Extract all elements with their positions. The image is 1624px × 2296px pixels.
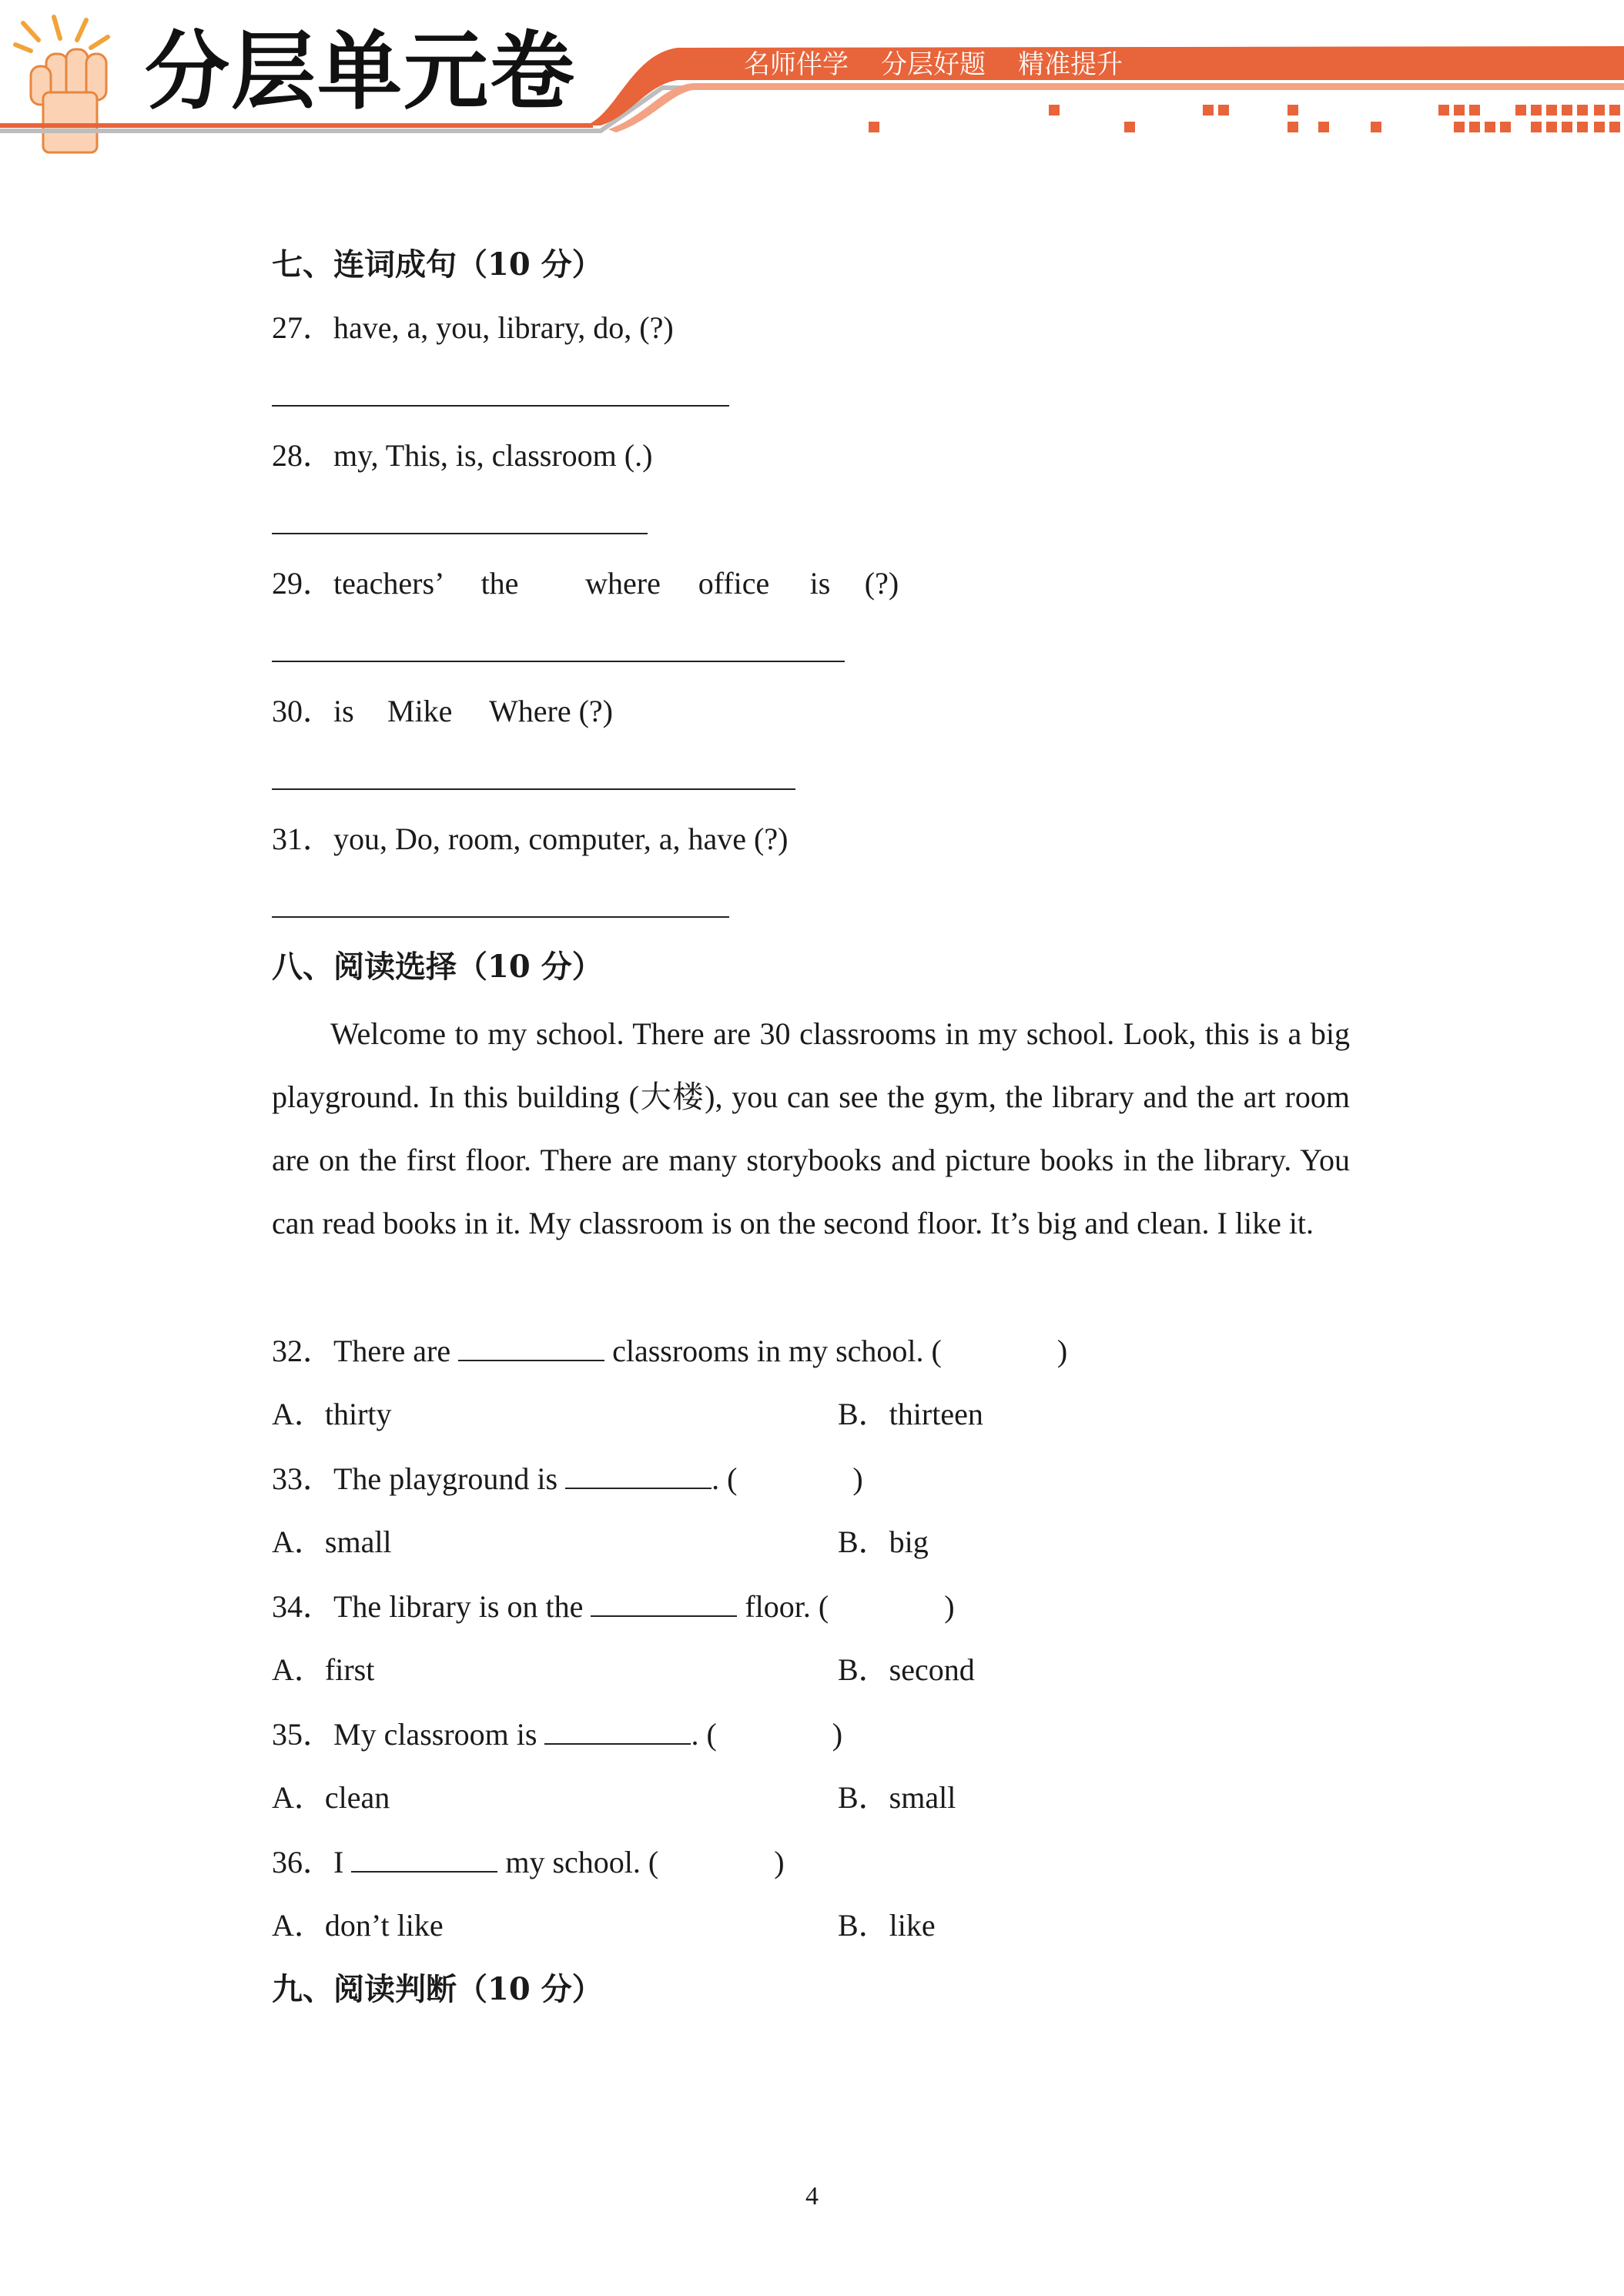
reading-passage xyxy=(272,1002,1350,1255)
word: office xyxy=(698,566,770,601)
question-32 xyxy=(272,1330,1067,1371)
option-a[interactable]: A．first xyxy=(272,1652,375,1687)
question-number: 33． xyxy=(272,1461,333,1496)
option-a[interactable]: A．thirty xyxy=(272,1397,392,1431)
question-29 xyxy=(272,564,906,604)
question-words: have, a, you, library, do, (?) xyxy=(333,310,674,345)
question-27 xyxy=(272,308,674,348)
question-text: The library is on the xyxy=(333,1589,591,1624)
word: where xyxy=(585,566,661,601)
question-text: ) xyxy=(852,1461,863,1496)
slogan-1: 名师伴学 xyxy=(744,49,849,80)
answer-blank[interactable] xyxy=(351,1842,497,1873)
question-text: The playground is xyxy=(333,1461,566,1496)
answer-line-28[interactable] xyxy=(272,533,648,534)
question-words: you, Do, room, computer, a, have (?) xyxy=(333,822,789,856)
question-text: . ( xyxy=(691,1717,717,1752)
question-text: ) xyxy=(1056,1334,1068,1368)
question-words: my, This, is, classroom (.) xyxy=(333,438,653,473)
option-b[interactable]: B．second xyxy=(838,1652,975,1687)
section-9-heading: 九、阅读判断（10 分） xyxy=(272,1971,603,2007)
question-text: There are xyxy=(333,1334,459,1368)
question-text: ) xyxy=(944,1589,955,1624)
question-text: ) xyxy=(832,1717,843,1752)
option-a[interactable]: A．clean xyxy=(272,1780,390,1815)
option-a[interactable]: A．don’t like xyxy=(272,1908,444,1943)
question-text: classrooms in my school. ( xyxy=(604,1334,942,1368)
question-text: ) xyxy=(774,1845,785,1879)
word: Mike xyxy=(387,694,453,728)
question-number: 28． xyxy=(272,438,333,473)
question-number: 27． xyxy=(272,310,333,345)
word: the xyxy=(481,566,519,601)
answer-blank[interactable] xyxy=(458,1330,604,1361)
decorative-squares xyxy=(869,105,1620,132)
option-b[interactable]: B．big xyxy=(838,1525,929,1559)
question-28 xyxy=(272,436,652,476)
question-text: my school. ( xyxy=(497,1845,659,1879)
option-b[interactable]: B．small xyxy=(838,1780,956,1815)
word: is xyxy=(333,694,354,728)
slogan-2: 分层好题 xyxy=(881,49,986,80)
page-header xyxy=(0,0,1624,154)
section-7-heading: 七、连词成句（10 分） xyxy=(272,246,603,283)
word: teachers’ xyxy=(333,566,445,601)
question-33 xyxy=(272,1458,863,1499)
page-title: 分层单元卷 xyxy=(145,22,576,121)
answer-blank[interactable] xyxy=(565,1458,712,1489)
question-number: 32． xyxy=(272,1334,333,1368)
word: is xyxy=(809,566,831,601)
answer-line-30[interactable] xyxy=(272,788,795,790)
question-number: 35． xyxy=(272,1717,333,1752)
question-text: . ( xyxy=(712,1461,738,1496)
answer-blank[interactable] xyxy=(544,1714,691,1745)
answer-line-29[interactable] xyxy=(272,661,845,662)
question-number: 34． xyxy=(272,1589,333,1624)
question-number: 31． xyxy=(272,822,333,856)
question-number: 29． xyxy=(272,566,333,601)
option-a[interactable]: A．small xyxy=(272,1525,392,1559)
option-b[interactable]: B．like xyxy=(838,1908,936,1943)
section-8-heading: 八、阅读选择（10 分） xyxy=(272,949,603,985)
question-text: floor. ( xyxy=(737,1589,829,1624)
question-text: I xyxy=(333,1845,352,1879)
question-number: 30． xyxy=(272,694,333,728)
question-34 xyxy=(272,1586,955,1627)
word: (?) xyxy=(864,566,899,601)
option-b[interactable]: B．thirteen xyxy=(838,1397,983,1431)
question-35 xyxy=(272,1714,842,1755)
question-number: 36． xyxy=(272,1845,333,1879)
question-30 xyxy=(272,691,613,731)
question-36 xyxy=(272,1842,785,1883)
slogan-3: 精准提升 xyxy=(1018,49,1123,80)
answer-line-27[interactable] xyxy=(272,405,729,407)
word: Where (?) xyxy=(489,694,613,728)
question-31 xyxy=(272,819,788,859)
answer-line-31[interactable] xyxy=(272,916,729,918)
answer-blank[interactable] xyxy=(591,1586,737,1617)
passage-text: Welcome to my school. There are 30 classrooms in my school. Look, this is a big playground. In this building (大楼), you can see the gym, the library and the art room are on the first floor. There are many storybooks and picture books in the library. You can read books in it. My classroom is on the second floor. It’s big and clean. I like it. xyxy=(272,1016,1350,1240)
page-number: 4 xyxy=(805,2182,819,2211)
question-text: My classroom is xyxy=(333,1717,545,1752)
